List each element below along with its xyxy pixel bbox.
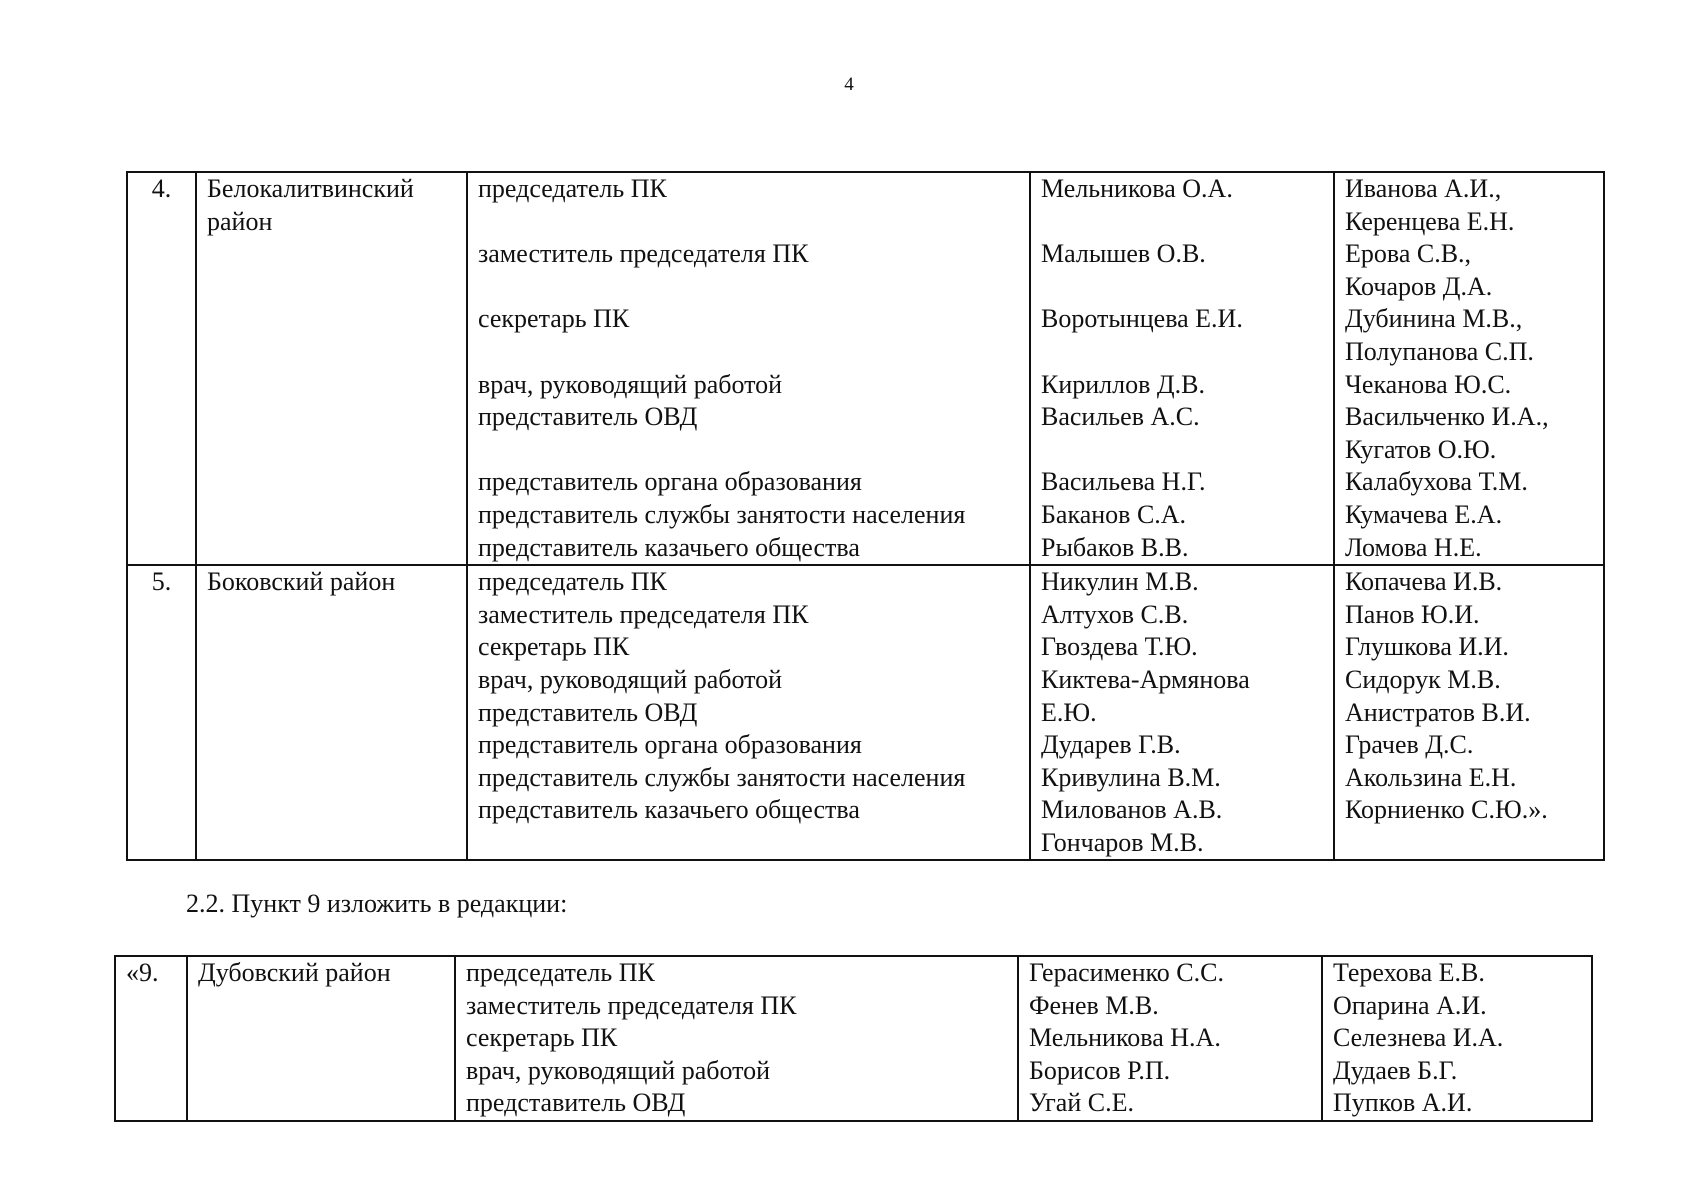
district-name-line: Белокалитвинский <box>207 174 414 203</box>
commission-table-1 <box>126 171 1605 861</box>
reserve-line: Дубинина М.В., <box>1345 304 1523 334</box>
reserve-line: Сидорук М.В. <box>1345 664 1501 694</box>
role-line: представитель ОВД <box>478 697 698 727</box>
role-line: представитель органа образования <box>478 730 862 760</box>
blank-line <box>1041 434 1324 467</box>
member-line: Угай С.Е. <box>1029 1088 1134 1118</box>
blank-line <box>1041 336 1324 369</box>
table-row-4 <box>127 172 1604 565</box>
district-name-line: район <box>207 206 273 236</box>
blank-line <box>1345 827 1594 860</box>
member-line: Васильев А.С. <box>1041 402 1200 432</box>
member-line: Малышев О.В. <box>1041 239 1206 269</box>
member-line: Фенев М.В. <box>1029 990 1159 1020</box>
member-line: Милованов А.В. <box>1041 795 1223 825</box>
row-number: 5. <box>151 567 172 597</box>
role-line: врач, руководящий работой <box>478 664 783 694</box>
member-line: Гвоздева Т.Ю. <box>1041 632 1198 662</box>
role-line: заместитель председателя ПК <box>478 599 809 629</box>
blank-line <box>478 206 1020 239</box>
members-cell <box>1030 172 1334 565</box>
amendment-paragraph: 2.2. Пункт 9 изложить в редакции: <box>186 889 568 918</box>
reserve-line: Акользина Е.Н. <box>1345 762 1517 792</box>
district-name-line: Боковский район <box>207 567 396 597</box>
reserve-line: Ерова С.В., <box>1345 239 1472 269</box>
member-line: Мельникова О.А. <box>1041 174 1233 203</box>
member-line: Борисов Р.П. <box>1029 1055 1171 1085</box>
role-line: представитель ОВД <box>478 402 698 432</box>
role-line: заместитель председателя ПК <box>466 990 797 1020</box>
reserves-cell <box>1334 565 1604 860</box>
member-line: Е.Ю. <box>1041 697 1097 727</box>
reserve-line: Терехова Е.В. <box>1333 958 1485 987</box>
row-number: 4. <box>151 174 172 203</box>
roles-cell <box>467 565 1030 860</box>
row-number: «9. <box>126 958 159 987</box>
member-line: Мельникова Н.А. <box>1029 1023 1221 1053</box>
role-line: представитель службы занятости населения <box>478 499 966 529</box>
members-cell <box>1030 565 1334 860</box>
member-line: Воротынцева Е.И. <box>1041 304 1243 334</box>
role-line: председатель ПК <box>478 567 667 597</box>
role-line: представитель ОВД <box>466 1088 686 1118</box>
member-line: Кириллов Д.В. <box>1041 369 1205 399</box>
role-line: представитель службы занятости населения <box>478 762 966 792</box>
reserves-cell <box>1322 956 1592 1121</box>
role-line: секретарь ПК <box>466 1023 618 1053</box>
reserve-line: Кугатов О.Ю. <box>1345 434 1497 464</box>
reserve-line: Полупанова С.П. <box>1345 336 1534 366</box>
reserve-line: Грачев Д.С. <box>1345 730 1474 760</box>
reserve-line: Ломова Н.Е. <box>1345 532 1482 562</box>
blank-line <box>478 827 1020 860</box>
role-line: представитель органа образования <box>478 467 862 497</box>
reserve-line: Пупков А.И. <box>1333 1088 1473 1118</box>
reserve-line: Анистратов В.И. <box>1345 697 1531 727</box>
row-number-cell <box>115 956 187 1121</box>
reserve-line: Васильченко И.А., <box>1345 402 1549 432</box>
district-cell <box>196 172 467 565</box>
reserve-line: Чеканова Ю.С. <box>1345 369 1512 399</box>
role-line: председатель ПК <box>478 174 667 203</box>
member-line: Васильева Н.Г. <box>1041 467 1206 497</box>
role-line: представитель казачьего общества <box>478 532 860 562</box>
member-line: Киктева-Армянова <box>1041 664 1250 694</box>
member-line: Никулин М.В. <box>1041 567 1199 597</box>
reserve-line: Керенцева Е.Н. <box>1345 206 1515 236</box>
table-row-5 <box>127 565 1604 860</box>
blank-line <box>1041 206 1324 239</box>
reserve-line: Кумачева Е.А. <box>1345 499 1503 529</box>
page-number: 4 <box>844 74 854 95</box>
reserve-line: Кочаров Д.А. <box>1345 271 1493 301</box>
role-line: заместитель председателя ПК <box>478 239 809 269</box>
role-line: секретарь ПК <box>478 632 630 662</box>
reserve-line: Панов Ю.И. <box>1345 599 1480 629</box>
reserve-line: Селезнева И.А. <box>1333 1023 1504 1053</box>
member-line: Рыбаков В.В. <box>1041 532 1189 562</box>
members-cell <box>1018 956 1322 1121</box>
row-number-cell <box>127 172 196 565</box>
reserve-line: Корниенко С.Ю.». <box>1345 795 1548 825</box>
reserve-line: Опарина А.И. <box>1333 990 1487 1020</box>
blank-line <box>1041 271 1324 304</box>
district-name-line: Дубовский район <box>198 958 391 987</box>
district-cell <box>187 956 455 1121</box>
blank-line <box>478 336 1020 369</box>
member-line: Дударев Г.В. <box>1041 730 1181 760</box>
district-cell <box>196 565 467 860</box>
member-line: Кривулина В.М. <box>1041 762 1221 792</box>
commission-table-2 <box>114 955 1593 1122</box>
blank-line <box>478 271 1020 304</box>
reserve-line: Дудаев Б.Г. <box>1333 1055 1458 1085</box>
reserve-line: Копачева И.В. <box>1345 567 1503 597</box>
blank-line <box>478 434 1020 467</box>
role-line: врач, руководящий работой <box>478 369 783 399</box>
reserves-cell <box>1334 172 1604 565</box>
reserve-line: Иванова А.И., <box>1345 174 1502 203</box>
roles-cell <box>467 172 1030 565</box>
role-line: председатель ПК <box>466 958 655 987</box>
member-line: Баканов С.А. <box>1041 499 1187 529</box>
member-line: Алтухов С.В. <box>1041 599 1189 629</box>
member-line: Герасименко С.С. <box>1029 958 1224 987</box>
role-line: представитель казачьего общества <box>478 795 860 825</box>
reserve-line: Глушкова И.И. <box>1345 632 1509 662</box>
role-line: секретарь ПК <box>478 304 630 334</box>
member-line: Гончаров М.В. <box>1041 827 1204 857</box>
reserve-line: Калабухова Т.М. <box>1345 467 1528 497</box>
role-line: врач, руководящий работой <box>466 1055 771 1085</box>
row-number-cell <box>127 565 196 860</box>
table-row-9 <box>115 956 1592 1121</box>
roles-cell <box>455 956 1018 1121</box>
